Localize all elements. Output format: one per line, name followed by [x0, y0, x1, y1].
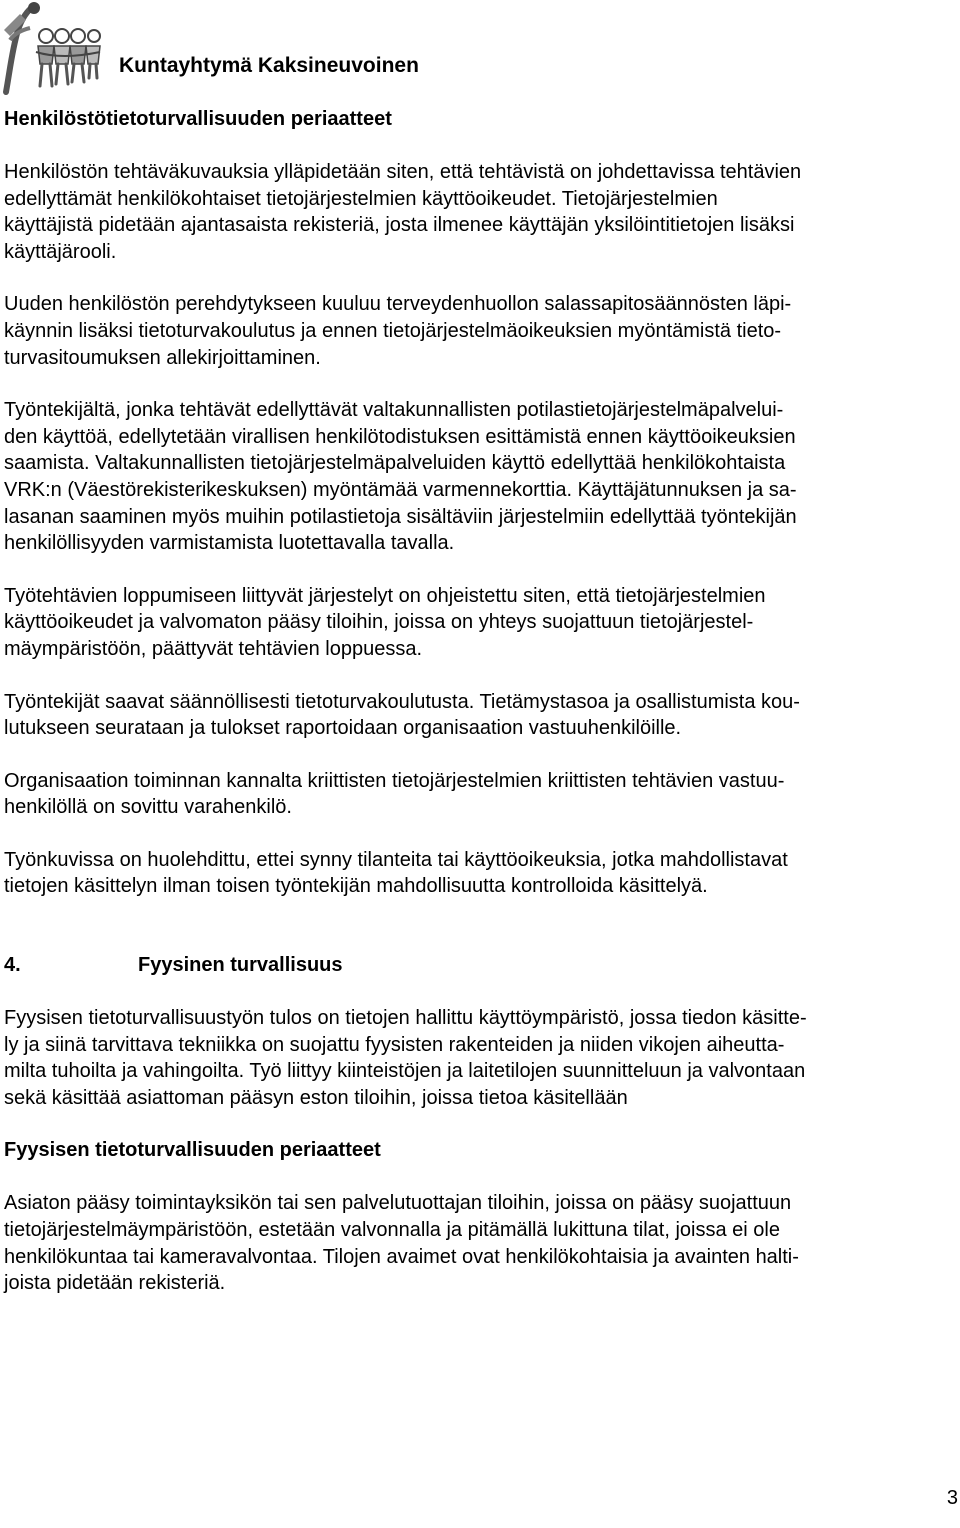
text-line: tietojen käsittelyn ilman toisen työntekijän mahdollisuutta kontrolloida käsittelyä. [4, 875, 708, 898]
text-line: käynnin lisäksi tietoturvakoulutus ja ennen tietojärjestelmäoikeuksien myöntämistä tieto- [4, 319, 782, 342]
text-line: milta tuhoilta ja vahingoilta. Työ liittyy kiinteistöjen ja laitetilojen suunnitteluun ja valvontaan [4, 1060, 806, 1083]
paragraph [4, 1005, 955, 1111]
text-line: Organisaation toiminnan kannalta kriittisten tietojärjestelmien kriittisten tehtävien vastuu- [4, 769, 785, 792]
organization-logo [0, 0, 104, 98]
paragraph [4, 583, 955, 663]
text-line: ly ja siinä tarvittava tekniikka on suojattu fyysisten rakenteiden ja niiden vikojen aiheutta- [4, 1033, 785, 1056]
text-line: Uuden henkilöstön perehdytykseen kuuluu terveydenhuollon salassapitosäännösten läpi- [4, 293, 792, 316]
text-line: käyttäjistä pidetään ajantasaista rekisteriä, josta ilmenee käyttäjän yksilöintitietojen lisäksi [4, 214, 795, 237]
text-line: mäympäristöön, päättyvät tehtävien loppuessa. [4, 637, 423, 660]
paragraph [4, 291, 955, 371]
text-line: VRK:n (Väestörekisterikeskuksen) myöntämää varmennekorttia. Käyttäjätunnuksen ja sa- [4, 478, 797, 501]
page-number: 3 [946, 1487, 958, 1509]
text-line: tietojärjestelmäympäristöön, estetään valvonnalla ja pitämällä lukittuna tilat, joissa ei ole [4, 1219, 780, 1242]
section-number: 4. [4, 954, 21, 977]
section-title [4, 952, 955, 979]
text-line: henkilökuntaa tai kameravalvontaa. Tilojen avaimet ovat henkilökohtaisia ja avainten halti- [4, 1245, 799, 1268]
organization-name: Kuntayhtymä Kaksineuvoinen [119, 54, 419, 77]
text-line: henkilöllisyyden varmistamista luotettavalla tavalla. [4, 532, 455, 555]
text-line: Työntekijät saavat säännöllisesti tietoturvakoulutusta. Tietämystasoa ja osallistumista kou- [4, 690, 800, 713]
text-line: den käyttöä, edellytetään virallisen henkilötodistuksen esittämistä ennen käyttöoikeuksien [4, 425, 796, 448]
text-line: Asiaton pääsy toimintayksikön tai sen palvelutuottajan tiloihin, joissa on pääsy suojattuun [4, 1192, 792, 1215]
people-logo-icon [0, 0, 104, 98]
section-title-text: Fyysinen turvallisuus [138, 954, 343, 977]
text-line: saamista. Valtakunnallisten tietojärjestelmäpalveluiden käyttö edellyttää henkilökohtaista [4, 452, 786, 475]
paragraph [4, 1190, 955, 1296]
paragraph [4, 397, 955, 557]
paragraph [4, 159, 955, 265]
paragraph [4, 689, 955, 742]
text-line: Työnkuvissa on huolehdittu, ettei synny tilanteita tai käyttöoikeuksia, jotka mahdollistavat [4, 848, 788, 871]
text-line: turvasitoumuksen allekirjoittaminen. [4, 346, 321, 369]
text-line: joista pidetään rekisteriä. [4, 1272, 226, 1295]
text-line: Työtehtävien loppumiseen liittyvät järjestelyt on ohjeistettu siten, että tietojärjestelmien [4, 584, 766, 607]
text-line: lasanan saaminen myös muihin potilastietoja sisältäviin järjestelmiin edellyttää työntekijän [4, 505, 797, 528]
physical-security-subheading: Fyysisen tietoturvallisuuden periaatteet [4, 1139, 381, 1162]
text-line: käyttöoikeudet ja valvomaton pääsy tiloihin, joissa on yhteys suojattuun tietojärjestel- [4, 611, 754, 634]
text-line: lutukseen seurataan ja tulokset raportoidaan organisaation vastuuhenkilöille. [4, 717, 682, 740]
paragraph [4, 847, 955, 900]
text-line: Työntekijältä, jonka tehtävät edellyttävät valtakunnallisten potilastietojärjestelmäpalvelui- [4, 399, 784, 422]
text-line: edellyttämät henkilökohtaiset tietojärjestelmien käyttöoikeudet. Tietojärjestelmien [4, 187, 718, 210]
text-line: käyttäjärooli. [4, 240, 117, 263]
text-line: Fyysisen tietoturvallisuustyön tulos on tietojen hallittu käyttöympäristö, jossa tiedon käsitte- [4, 1007, 807, 1030]
document-body [4, 106, 955, 1323]
text-line: Henkilöstön tehtäväkuvauksia ylläpidetään siten, että tehtävistä on johdettavissa tehtävien [4, 161, 802, 183]
text-line: henkilöllä on sovittu varahenkilö. [4, 796, 292, 819]
personnel-security-heading: Henkilöstötietoturvallisuuden periaatteet [4, 108, 392, 130]
paragraph [4, 768, 955, 821]
text-line: sekä käsittää asiattoman pääsyn eston tiloihin, joissa tietoa käsitellään [4, 1086, 628, 1109]
